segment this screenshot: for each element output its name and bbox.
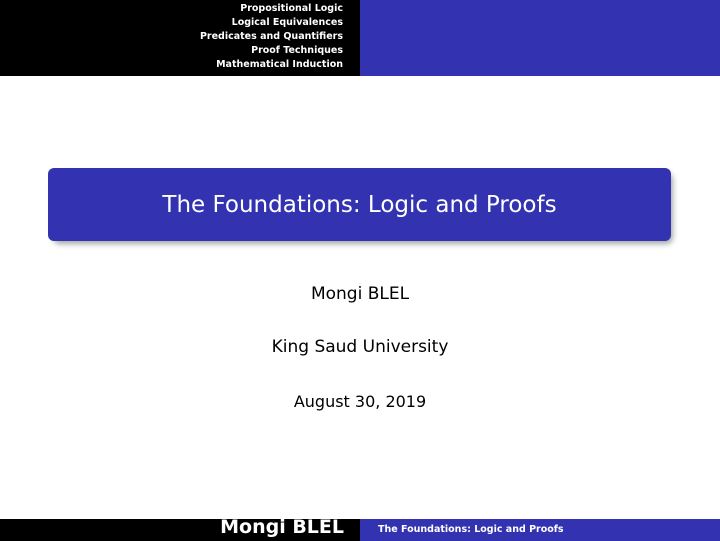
footer-title-panel <box>360 519 720 541</box>
author-name: Mongi BLEL <box>310 284 410 304</box>
nav-item-mathematical-induction[interactable]: Mathematical Induction <box>216 59 343 70</box>
nav-item-logical-equivalences[interactable]: Logical Equivalences <box>231 17 343 28</box>
institute-name: King Saud University <box>271 337 449 357</box>
header-accent-panel <box>360 0 720 76</box>
nav-item-propositional-logic[interactable]: Propositional Logic <box>240 3 343 14</box>
footer-author-panel <box>0 519 360 541</box>
header-navigation-panel <box>0 0 360 76</box>
nav-item-predicates-and-quantifiers[interactable]: Predicates and Quantifiers <box>199 31 343 42</box>
slide-title: The Foundations: Logic and Proofs <box>162 191 557 218</box>
slide-footer <box>0 519 720 541</box>
section-navigation <box>200 2 343 72</box>
footer-title: The Foundations: Logic and Proofs <box>378 524 564 535</box>
presentation-date: August 30, 2019 <box>293 392 427 411</box>
footer-author: Mongi BLEL <box>220 519 344 538</box>
title-box <box>48 168 671 241</box>
slide-header <box>0 0 720 76</box>
nav-item-proof-techniques[interactable]: Proof Techniques <box>251 45 343 56</box>
